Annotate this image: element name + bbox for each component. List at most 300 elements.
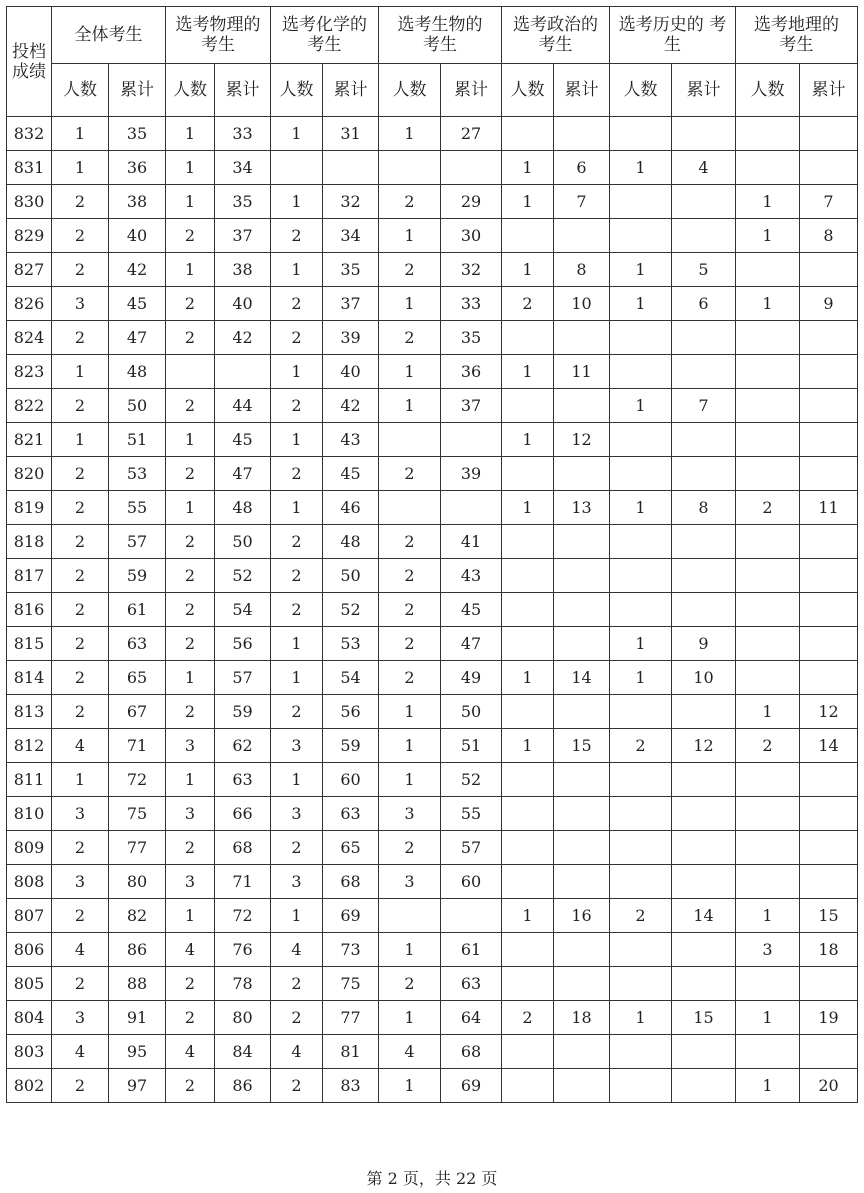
table-cell: 1: [736, 1001, 800, 1035]
table-cell: [610, 219, 672, 253]
table-cell: [502, 559, 554, 593]
table-cell: 29: [441, 185, 502, 219]
table-cell: [610, 1069, 672, 1103]
table-cell: 41: [441, 525, 502, 559]
table-cell: 52: [323, 593, 379, 627]
table-cell: [736, 593, 800, 627]
table-cell: 1: [271, 185, 323, 219]
table-cell: 1: [271, 253, 323, 287]
table-cell: 1: [502, 151, 554, 185]
table-cell: 45: [323, 457, 379, 491]
table-cell: 1: [736, 219, 800, 253]
table-cell: 2: [271, 219, 323, 253]
group-header-geography: 选考地理的 考生: [736, 7, 858, 64]
table-cell: 2: [52, 525, 109, 559]
table-cell: 1: [166, 151, 215, 185]
table-cell: 2: [166, 389, 215, 423]
table-cell: 45: [215, 423, 271, 457]
table-cell: [502, 457, 554, 491]
table-cell: 1: [379, 389, 441, 423]
score-distribution-table: [6, 6, 858, 1103]
subheader-biology-count: 人数: [379, 64, 441, 117]
table-cell: 95: [109, 1035, 166, 1069]
table-cell: 7: [800, 185, 858, 219]
table-cell: 8: [672, 491, 736, 525]
group-header-chemistry: 选考化学的 考生: [271, 7, 379, 64]
table-cell: [800, 831, 858, 865]
score-cell: 817: [7, 559, 52, 593]
table-cell: [736, 151, 800, 185]
score-cell: 811: [7, 763, 52, 797]
table-cell: 9: [672, 627, 736, 661]
table-cell: 60: [323, 763, 379, 797]
table-cell: [672, 559, 736, 593]
table-cell: 2: [379, 661, 441, 695]
table-cell: 30: [441, 219, 502, 253]
table-cell: 1: [610, 627, 672, 661]
score-column-header: 投档 成绩: [7, 7, 52, 117]
subheader-chemistry-count: 人数: [271, 64, 323, 117]
table-cell: [502, 865, 554, 899]
table-cell: 48: [109, 355, 166, 389]
table-cell: 2: [52, 321, 109, 355]
table-cell: [672, 593, 736, 627]
table-row: [7, 185, 858, 219]
table-cell: 80: [215, 1001, 271, 1035]
table-cell: 65: [323, 831, 379, 865]
table-cell: 2: [271, 695, 323, 729]
table-cell: 1: [610, 661, 672, 695]
table-row: [7, 695, 858, 729]
table-row: [7, 627, 858, 661]
subheader-physics-count: 人数: [166, 64, 215, 117]
table-cell: 2: [736, 729, 800, 763]
table-cell: 3: [271, 797, 323, 831]
table-cell: 2: [379, 559, 441, 593]
subheader-biology-cumulative: 累计: [441, 64, 502, 117]
table-cell: 2: [52, 831, 109, 865]
table-cell: 2: [271, 1069, 323, 1103]
table-cell: 78: [215, 967, 271, 1001]
table-cell: 3: [271, 729, 323, 763]
table-cell: 97: [109, 1069, 166, 1103]
table-cell: 1: [379, 933, 441, 967]
table-cell: 2: [52, 593, 109, 627]
table-cell: 63: [323, 797, 379, 831]
table-cell: 50: [441, 695, 502, 729]
table-cell: 37: [323, 287, 379, 321]
table-cell: 1: [502, 253, 554, 287]
table-row: [7, 1069, 858, 1103]
table-cell: 4: [672, 151, 736, 185]
table-cell: 35: [441, 321, 502, 355]
subheader-geography-cumulative: 累计: [800, 64, 858, 117]
table-cell: [502, 117, 554, 151]
table-cell: 1: [610, 491, 672, 525]
table-cell: 53: [323, 627, 379, 661]
table-cell: 82: [109, 899, 166, 933]
table-cell: 2: [52, 457, 109, 491]
table-cell: 2: [379, 457, 441, 491]
table-cell: [441, 423, 502, 457]
table-cell: 50: [215, 525, 271, 559]
table-cell: 42: [323, 389, 379, 423]
table-cell: 8: [554, 253, 610, 287]
table-cell: [441, 491, 502, 525]
table-row: [7, 933, 858, 967]
table-row: [7, 151, 858, 185]
table-cell: 15: [554, 729, 610, 763]
table-row: [7, 797, 858, 831]
group-header-history: 选考历史的 考 生: [610, 7, 736, 64]
score-cell: 827: [7, 253, 52, 287]
table-cell: 73: [323, 933, 379, 967]
table-cell: 86: [109, 933, 166, 967]
table-cell: 2: [166, 559, 215, 593]
table-cell: 37: [441, 389, 502, 423]
table-cell: 76: [215, 933, 271, 967]
score-cell: 822: [7, 389, 52, 423]
table-cell: [610, 355, 672, 389]
table-cell: 2: [271, 831, 323, 865]
table-cell: [672, 219, 736, 253]
table-cell: 47: [109, 321, 166, 355]
table-cell: [610, 559, 672, 593]
table-cell: 12: [554, 423, 610, 457]
table-cell: 34: [215, 151, 271, 185]
table-cell: 1: [502, 899, 554, 933]
table-cell: 40: [323, 355, 379, 389]
table-cell: [800, 117, 858, 151]
table-cell: 2: [271, 593, 323, 627]
table-cell: [502, 593, 554, 627]
table-cell: [554, 1035, 610, 1069]
table-cell: 18: [800, 933, 858, 967]
table-cell: 2: [52, 661, 109, 695]
table-cell: 1: [736, 287, 800, 321]
table-cell: [610, 185, 672, 219]
table-cell: [800, 559, 858, 593]
table-cell: 4: [379, 1035, 441, 1069]
table-cell: 47: [441, 627, 502, 661]
table-cell: [502, 389, 554, 423]
table-cell: 4: [52, 933, 109, 967]
table-cell: 2: [52, 967, 109, 1001]
score-cell: 812: [7, 729, 52, 763]
table-cell: 45: [109, 287, 166, 321]
table-cell: [800, 389, 858, 423]
table-cell: 4: [166, 933, 215, 967]
table-cell: 1: [166, 763, 215, 797]
table-cell: 43: [323, 423, 379, 457]
score-cell: 807: [7, 899, 52, 933]
table-cell: 2: [379, 253, 441, 287]
table-body: [7, 117, 858, 1103]
table-cell: 75: [109, 797, 166, 831]
table-cell: 20: [800, 1069, 858, 1103]
table-cell: [736, 457, 800, 491]
table-row: [7, 253, 858, 287]
table-cell: 1: [502, 185, 554, 219]
table-row: [7, 559, 858, 593]
table-cell: [554, 219, 610, 253]
table-cell: 2: [271, 457, 323, 491]
score-cell: 814: [7, 661, 52, 695]
table-row: [7, 321, 858, 355]
table-cell: 4: [166, 1035, 215, 1069]
table-cell: 2: [52, 185, 109, 219]
table-cell: 11: [554, 355, 610, 389]
table-cell: 3: [52, 1001, 109, 1035]
table-cell: 2: [52, 389, 109, 423]
table-cell: 63: [441, 967, 502, 1001]
score-cell: 832: [7, 117, 52, 151]
score-cell: 813: [7, 695, 52, 729]
table-cell: 3: [379, 797, 441, 831]
table-cell: [736, 661, 800, 695]
table-cell: 1: [502, 661, 554, 695]
table-cell: 91: [109, 1001, 166, 1035]
table-cell: 8: [800, 219, 858, 253]
table-cell: 6: [672, 287, 736, 321]
table-cell: 1: [736, 695, 800, 729]
score-cell: 804: [7, 1001, 52, 1035]
table-cell: [554, 1069, 610, 1103]
table-cell: 31: [323, 117, 379, 151]
table-row: [7, 491, 858, 525]
table-cell: 80: [109, 865, 166, 899]
table-cell: [736, 559, 800, 593]
table-cell: [554, 797, 610, 831]
group-header-all: 全体考生: [52, 7, 166, 64]
table-cell: 1: [166, 423, 215, 457]
table-cell: [672, 117, 736, 151]
table-cell: 2: [52, 253, 109, 287]
table-cell: 2: [166, 287, 215, 321]
table-cell: 2: [52, 219, 109, 253]
score-cell: 829: [7, 219, 52, 253]
table-cell: 4: [52, 729, 109, 763]
table-cell: [800, 253, 858, 287]
table-cell: 2: [502, 287, 554, 321]
table-cell: 35: [215, 185, 271, 219]
table-cell: 2: [166, 1069, 215, 1103]
table-cell: [736, 1035, 800, 1069]
table-cell: [800, 661, 858, 695]
table-cell: [379, 151, 441, 185]
page-footer: 第 2 页，共 22 页: [366, 1169, 498, 1188]
table-cell: 57: [109, 525, 166, 559]
table-cell: 56: [323, 695, 379, 729]
score-cell: 808: [7, 865, 52, 899]
table-cell: 2: [271, 559, 323, 593]
table-cell: 2: [166, 627, 215, 661]
table-cell: 1: [166, 661, 215, 695]
table-cell: [736, 865, 800, 899]
table-cell: 1: [379, 219, 441, 253]
table-cell: [736, 763, 800, 797]
table-cell: 1: [610, 253, 672, 287]
table-cell: 18: [554, 1001, 610, 1035]
score-cell: 810: [7, 797, 52, 831]
table-cell: [554, 593, 610, 627]
table-cell: [672, 1035, 736, 1069]
table-cell: 51: [109, 423, 166, 457]
table-row: [7, 423, 858, 457]
table-cell: [502, 321, 554, 355]
table-cell: [215, 355, 271, 389]
table-cell: 38: [109, 185, 166, 219]
table-cell: 75: [323, 967, 379, 1001]
table-cell: 14: [554, 661, 610, 695]
table-row: [7, 729, 858, 763]
table-cell: 72: [215, 899, 271, 933]
table-row: [7, 1035, 858, 1069]
table-cell: [672, 763, 736, 797]
table-cell: 48: [215, 491, 271, 525]
table-cell: [610, 967, 672, 1001]
table-cell: 36: [109, 151, 166, 185]
table-cell: [672, 695, 736, 729]
table-cell: 4: [52, 1035, 109, 1069]
table-cell: 1: [610, 389, 672, 423]
table-cell: 2: [166, 321, 215, 355]
table-cell: [672, 831, 736, 865]
table-cell: [672, 525, 736, 559]
table-cell: [554, 117, 610, 151]
table-cell: 2: [736, 491, 800, 525]
group-header-politics: 选考政治的 考生: [502, 7, 610, 64]
score-cell: 821: [7, 423, 52, 457]
table-cell: 3: [52, 865, 109, 899]
table-cell: [736, 117, 800, 151]
table-cell: [502, 219, 554, 253]
table-cell: 57: [215, 661, 271, 695]
table-cell: [736, 321, 800, 355]
table-cell: 2: [166, 457, 215, 491]
score-cell: 820: [7, 457, 52, 491]
table-cell: 2: [271, 389, 323, 423]
table-cell: [502, 967, 554, 1001]
table-cell: 3: [379, 865, 441, 899]
table-cell: 62: [215, 729, 271, 763]
table-cell: 39: [441, 457, 502, 491]
table-cell: 1: [379, 1001, 441, 1035]
table-cell: 77: [323, 1001, 379, 1035]
table-cell: 51: [441, 729, 502, 763]
table-row: [7, 457, 858, 491]
table-cell: 1: [736, 185, 800, 219]
table-cell: [502, 1035, 554, 1069]
table-cell: 68: [441, 1035, 502, 1069]
score-cell: 805: [7, 967, 52, 1001]
table-cell: 35: [323, 253, 379, 287]
table-cell: 55: [441, 797, 502, 831]
table-cell: 52: [215, 559, 271, 593]
table-cell: [502, 763, 554, 797]
table-cell: 49: [441, 661, 502, 695]
table-cell: [736, 423, 800, 457]
table-cell: 9: [800, 287, 858, 321]
table-cell: 88: [109, 967, 166, 1001]
table-cell: 1: [271, 661, 323, 695]
table-cell: 3: [52, 287, 109, 321]
score-cell: 816: [7, 593, 52, 627]
table-cell: [441, 899, 502, 933]
table-cell: 55: [109, 491, 166, 525]
table-cell: 34: [323, 219, 379, 253]
table-cell: 2: [502, 1001, 554, 1035]
table-cell: 1: [502, 423, 554, 457]
table-row: [7, 389, 858, 423]
table-cell: 10: [554, 287, 610, 321]
subheader-history-count: 人数: [610, 64, 672, 117]
table-cell: [610, 593, 672, 627]
table-cell: [610, 865, 672, 899]
table-cell: 63: [109, 627, 166, 661]
table-cell: 1: [166, 117, 215, 151]
table-cell: 1: [271, 423, 323, 457]
table-cell: 57: [441, 831, 502, 865]
table-row: [7, 661, 858, 695]
table-cell: 81: [323, 1035, 379, 1069]
table-cell: 15: [800, 899, 858, 933]
table-cell: 3: [736, 933, 800, 967]
table-cell: [672, 457, 736, 491]
table-cell: 2: [379, 831, 441, 865]
table-cell: [800, 321, 858, 355]
table-cell: [554, 389, 610, 423]
table-cell: 4: [271, 933, 323, 967]
table-cell: 36: [441, 355, 502, 389]
table-cell: 1: [52, 117, 109, 151]
table-cell: 42: [215, 321, 271, 355]
subheader-geography-count: 人数: [736, 64, 800, 117]
table-cell: 12: [800, 695, 858, 729]
table-cell: [554, 865, 610, 899]
table-cell: 1: [271, 899, 323, 933]
subheader-history-cumulative: 累计: [672, 64, 736, 117]
table-cell: 2: [379, 321, 441, 355]
table-cell: 1: [379, 117, 441, 151]
table-cell: [554, 627, 610, 661]
table-cell: 2: [166, 525, 215, 559]
table-cell: [610, 525, 672, 559]
table-cell: 60: [441, 865, 502, 899]
table-cell: [554, 695, 610, 729]
score-cell: 826: [7, 287, 52, 321]
table-cell: 33: [441, 287, 502, 321]
table-cell: [379, 491, 441, 525]
table-cell: 15: [672, 1001, 736, 1035]
table-cell: 32: [441, 253, 502, 287]
table-cell: 14: [800, 729, 858, 763]
table-cell: [610, 1035, 672, 1069]
table-cell: [610, 695, 672, 729]
table-cell: 5: [672, 253, 736, 287]
table-cell: 1: [610, 287, 672, 321]
table-cell: 12: [672, 729, 736, 763]
table-cell: [736, 967, 800, 1001]
table-cell: 2: [271, 1001, 323, 1035]
table-cell: [554, 457, 610, 491]
table-cell: 1: [379, 287, 441, 321]
table-cell: 1: [166, 491, 215, 525]
table-cell: 59: [109, 559, 166, 593]
table-cell: [610, 933, 672, 967]
table-cell: 11: [800, 491, 858, 525]
table-cell: 2: [166, 593, 215, 627]
